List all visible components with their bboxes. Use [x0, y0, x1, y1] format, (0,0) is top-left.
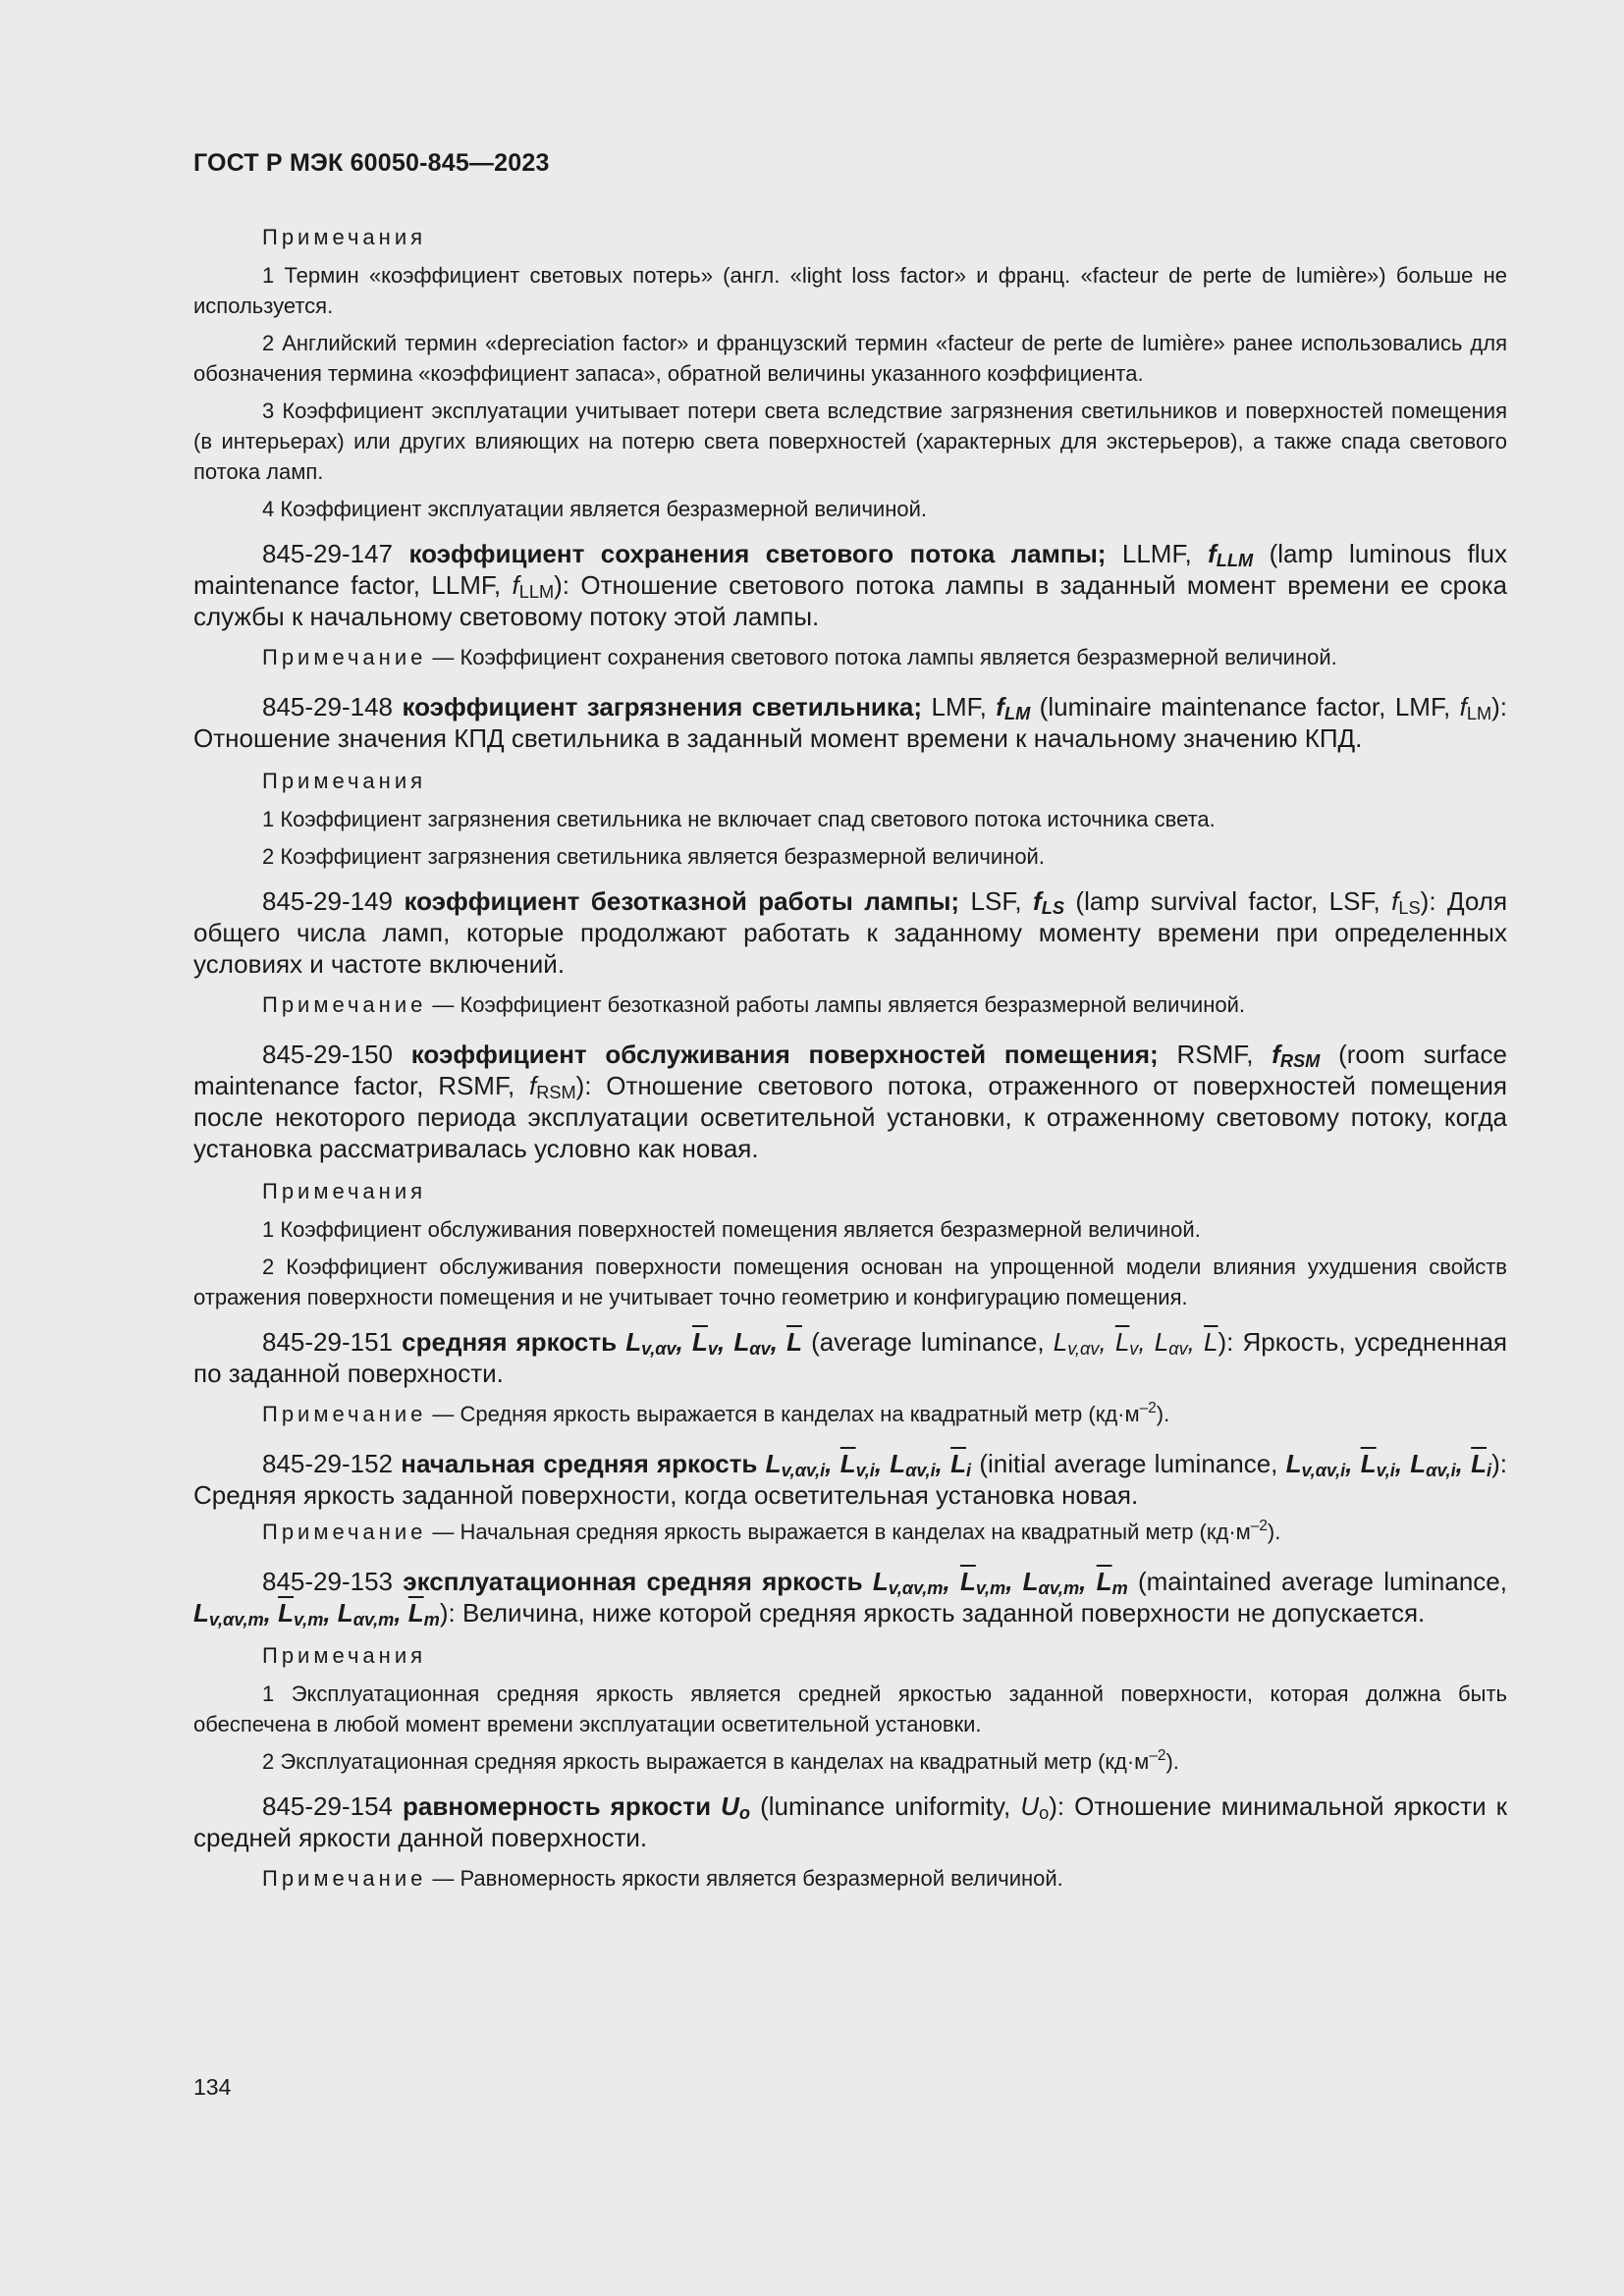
note-paragraph: 2 Коэффициент загрязнения светильника является безразмерной величиной. — [262, 844, 1045, 869]
term-en: (luminance uniformity, — [760, 1791, 1011, 1821]
term-definition: ): Отношение светового потока лампы в заданный момент времени ее срока службы к начальному световому потоку этой лампы. — [193, 570, 1507, 631]
term-entry-151: 845-29-151 средняя яркость $L_{v,\alpha v}$, $\overline{L}_v$, $L_{\alpha v}$, $\overline{L}$ (average luminance, $L_{v,\alpha v}$, $\overline{L}_v$, $L_{\alpha v}$, $\overline{L}$): Яркость, усредненная по заданной поверхности. — [193, 1327, 1507, 1388]
term-number: 845-29-153 — [262, 1567, 393, 1596]
term-entry-152: 845-29-152 начальная средняя яркость $L_{v,\alpha v,i}$, $\overline{L}_{v,i}$, $L_{\alpha v,i}$, $\overline{L}_i$ (initial average luminance, $L_{v,\alpha v,i}$, $\overline{L}_{v,i}$, $L_{\alpha v,i}$, $\overline{L}_i$): Средняя яркость заданной поверхности, когда осветительная установка новая. — [193, 1449, 1507, 1510]
term-number: 845-29-147 — [262, 539, 393, 568]
term-definition: ): Отношение минимальной яркости к средней яркости данной поверхности. — [193, 1791, 1508, 1852]
term-symbols: $L_{v,\alpha v,i}$, $\overline{L}_{v,i}$, $L_{\alpha v,i}$, $\overline{L}_i$ — [765, 1449, 972, 1480]
notes-heading: Примечания — [262, 1643, 427, 1668]
term-abbr: LLMF, — [1121, 539, 1192, 568]
note-paragraph: 4 Коэффициент эксплуатации является безразмерной величиной. — [262, 497, 927, 521]
term-name: коэффициент загрязнения светильника; — [402, 692, 923, 721]
note-single: Примечание — Равномерность яркости является безразмерной величиной. — [262, 1866, 1063, 1891]
term-en: (luminaire maintenance factor, LMF, — [1039, 692, 1451, 721]
notes-heading: Примечания — [262, 1179, 427, 1203]
term-abbr: RSMF, — [1176, 1040, 1254, 1069]
term-entry-149: 845-29-149 коэффициент безотказной работы лампы; LSF, $f_{LS}$ (lamp survival factor, LSF, $f_{LS}$): Доля общего числа ламп, которые продолжают работать к заданному моменту времени при определенных условиях и частоте включений. — [193, 886, 1508, 979]
term-symbol: $f_{RSM}$ — [1272, 1040, 1321, 1071]
notes-heading: Примечания — [262, 769, 427, 793]
term-symbols: $L_{v,\alpha v}$, $\overline{L}_v$, $L_{\alpha v}$, $\overline{L}$ — [625, 1327, 802, 1359]
term-definition: ): Яркость, усредненная по заданной поверхности. — [193, 1327, 1507, 1388]
term-name: эксплуатационная средняя яркость — [403, 1567, 863, 1596]
note-single: Примечание — Коэффициент безотказной работы лампы является безразмерной величиной. — [262, 992, 1245, 1017]
term-name: равномерность яркости — [403, 1791, 712, 1821]
term-en: (lamp luminous flux maintenance factor, LLMF, — [193, 539, 1507, 600]
term-name: средняя яркость — [402, 1327, 618, 1357]
note-paragraph: 1 Коэффициент загрязнения светильника не включает спад светового потока источника света. — [262, 807, 1216, 831]
note-paragraph: 1 Термин «коэффициент световых потерь» (англ. «light loss factor» и франц. «facteur de perte de lumière») больше не используется. — [193, 263, 1507, 318]
term-en: (initial average luminance, — [979, 1449, 1278, 1478]
term-entry-153: 845-29-153 эксплуатационная средняя яркость $L_{v,\alpha v,m}$, $\overline{L}_{v,m}$, $L_{\alpha v,m}$, $\overline{L}_m$ (maintained average luminance, $L_{v,\alpha v,m}$, $\overline{L}_{v,m}$, $L_{\alpha v,m}$, $\overline{L}_m$): Величина, ниже которой средняя яркость заданной поверхности не допускается. — [193, 1567, 1507, 1629]
term-en: (maintained average luminance, — [1137, 1567, 1507, 1596]
term-symbol: $U_o$ — [721, 1791, 751, 1823]
term-symbol: $f_{LLM}$ — [1208, 539, 1254, 570]
term-definition: ): Доля общего числа ламп, которые продолжают работать к заданному моменту времени при определенных условиях и частоте включений. — [193, 886, 1508, 979]
term-number: 845-29-152 — [262, 1449, 393, 1478]
term-definition: ): Отношение светового потока, отраженного от поверхностей помещения после некоторого периода эксплуатации осветительной установки, к отраженному световому потоку, когда установка рассматривалась условно как новая. — [193, 1071, 1508, 1163]
term-entry-154: 845-29-154 равномерность яркости $U_o$ (luminance uniformity, $U_o$): Отношение минимальной яркости к средней яркости данной поверхности. — [193, 1791, 1508, 1852]
term-abbr: LMF, — [931, 692, 987, 721]
notes-heading: Примечания — [262, 225, 427, 249]
document-header: ГОСТ Р МЭК 60050-845—2023 — [193, 149, 550, 177]
page-number: 134 — [193, 2074, 232, 2100]
term-abbr: LSF, — [970, 886, 1022, 916]
term-definition: ): Величина, ниже которой средняя яркость заданной поверхности не допускается. — [439, 1598, 1426, 1628]
term-en: (average luminance, — [811, 1327, 1045, 1357]
term-name: коэффициент обслуживания поверхностей помещения; — [410, 1040, 1159, 1069]
document-body — [193, 222, 1507, 1912]
term-number: 845-29-149 — [262, 886, 393, 916]
term-number: 845-29-150 — [262, 1040, 393, 1069]
note-paragraph: 2 Коэффициент обслуживания поверхности помещения основан на упрощенной модели влияния ухудшения свойств отражения поверхности помещения и не учитывает точно геометрию и конфигурацию помещения. — [193, 1255, 1507, 1309]
term-number: 845-29-154 — [262, 1791, 393, 1821]
term-definition: ): Отношение значения КПД светильника в заданный момент времени к начальному значению КПД. — [193, 692, 1508, 753]
term-en: (lamp survival factor, LSF, — [1075, 886, 1380, 916]
term-symbols: $L_{v,\alpha v,m}$, $\overline{L}_{v,m}$, $L_{\alpha v,m}$, $\overline{L}_m$ — [872, 1567, 1128, 1598]
term-entry-150: 845-29-150 коэффициент обслуживания поверхностей помещения; RSMF, $f_{RSM}$ (room surface maintenance factor, RSMF, $f_{RSM}$): Отношение светового потока, отраженного от поверхностей помещения после некоторого периода эксплуатации осветительной установки, к отраженному световому потоку, когда установка рассматривалась условно как новая. — [193, 1040, 1508, 1163]
term-number: 845-29-148 — [262, 692, 393, 721]
note-paragraph: 3 Коэффициент эксплуатации учитывает потери света вследствие загрязнения светильников и поверхностей помещения (в интерьерах) или других влияющих на потерю света поверхностей (характерных для экстерьеров), а также спада светового потока ламп. — [193, 399, 1507, 484]
term-definition: ): Средняя яркость заданной поверхности, когда осветительная установка новая. — [193, 1449, 1507, 1510]
term-entry-148: 845-29-148 коэффициент загрязнения светильника; LMF, $f_{LM}$ (luminaire maintenance factor, LMF, $f_{LM}$): Отношение значения КПД светильника в заданный момент времени к начальному значению КПД. — [193, 692, 1508, 753]
term-number: 845-29-151 — [262, 1327, 393, 1357]
note-paragraph: 1 Эксплуатационная средняя яркость является средней яркостью заданной поверхности, которая должна быть обеспечена в любой момент времени эксплуатации осветительной установки. — [193, 1682, 1507, 1736]
note-single: Примечание — Средняя яркость выражается в канделах на квадратный метр $(кд\cdot м^{-2})$. — [262, 1400, 1170, 1426]
note-paragraph: 1 Коэффициент обслуживания поверхностей помещения является безразмерной величиной. — [262, 1217, 1201, 1242]
term-name: начальная средняя яркость — [401, 1449, 758, 1478]
term-en: (room surface maintenance factor, RSMF, — [193, 1040, 1507, 1100]
term-entry-147: 845-29-147 коэффициент сохранения светового потока лампы; LLMF, $f_{LLM}$ (lamp luminous flux maintenance factor, LLMF, $f_{LLM}$): Отношение светового потока лампы в заданный момент времени ее срока службы к начальному световому потоку этой лампы. — [193, 539, 1507, 631]
note-single: Примечание — Начальная средняя яркость выражается в канделах на квадратный метр $(кд\cdot м^{-2})$. — [262, 1518, 1281, 1544]
note-single: Примечание — Коэффициент сохранения светового потока лампы является безразмерной величиной. — [262, 645, 1337, 669]
term-symbol: $f_{LS}$ — [1033, 886, 1064, 918]
term-name: коэффициент безотказной работы лампы; — [404, 886, 960, 916]
note-paragraph: 2 Эксплуатационная средняя яркость выражается в канделах на квадратный метр $(кд\cdot м^{-2})$. — [262, 1747, 1179, 1774]
term-symbol: $f_{LM}$ — [996, 692, 1031, 723]
term-name: коэффициент сохранения светового потока лампы; — [408, 539, 1107, 568]
note-paragraph: 2 Английский термин «depreciation factor» и французский термин «facteur de perte de lumière» ранее использовались для обозначения термина «коэффициент запаса», обратной величины указанного коэффициента. — [193, 331, 1507, 386]
